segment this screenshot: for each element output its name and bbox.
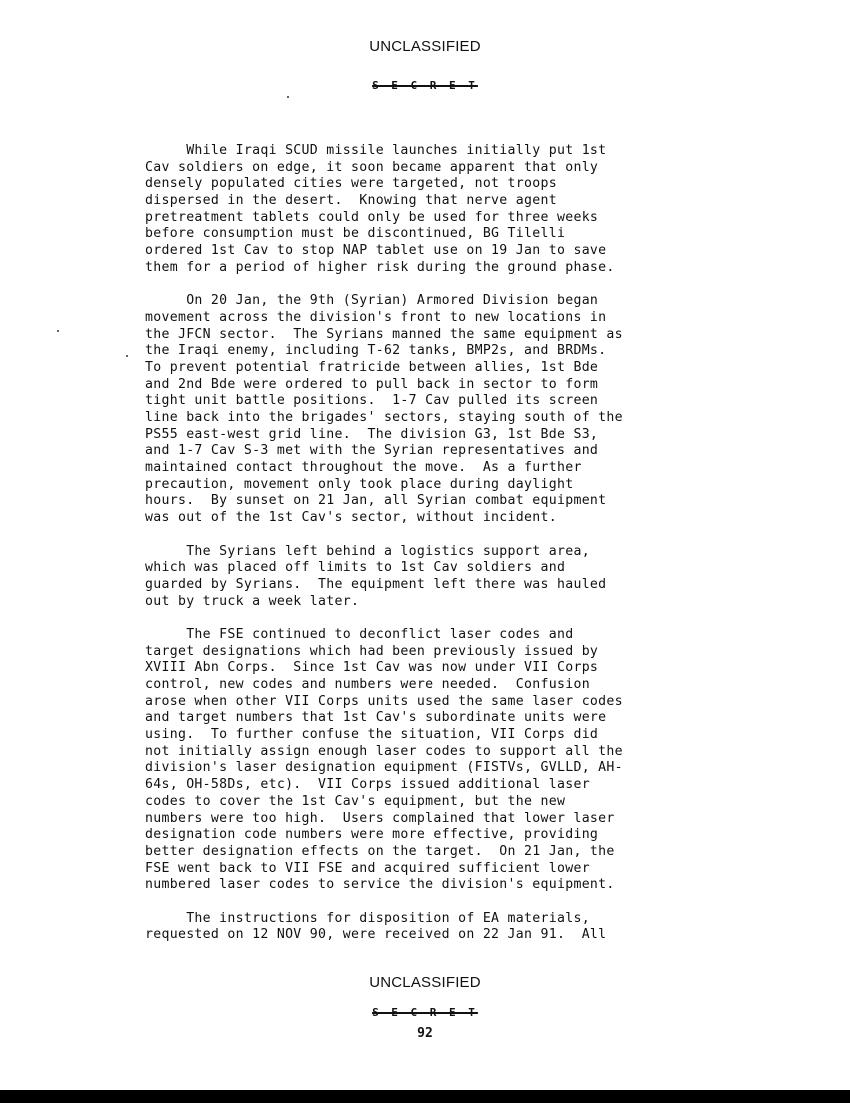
text-line: and 1-7 Cav S-3 met with the Syrian representatives and (145, 443, 599, 459)
body-text (145, 143, 745, 961)
text-line: PS55 east-west grid line. The division G3, 1st Bde S3, (145, 426, 599, 442)
text-line: the JFCN sector. The Syrians manned the same equipment as (145, 326, 623, 342)
text-line: codes to cover the 1st Cav's equipment, but the new (145, 793, 566, 809)
text-line: maintained contact throughout the move. As a further (145, 460, 582, 476)
paragraph (145, 293, 745, 527)
text-line: hours. By sunset on 21 Jan, all Syrian combat equipment (145, 493, 607, 509)
text-line: movement across the division's front to new locations in (145, 309, 607, 325)
bottom-struck-secret-text: S E C R E T (372, 1006, 478, 1019)
page-number: 92 (417, 1026, 433, 1041)
text-line: tight unit battle positions. 1-7 Cav pulled its screen (145, 393, 599, 409)
scan-speck (57, 330, 59, 332)
text-line: dispersed in the desert. Knowing that nerve agent (145, 193, 557, 209)
text-line: before consumption must be discontinued, BG Tilelli (145, 226, 566, 242)
text-line: On 20 Jan, the 9th (Syrian) Armored Division began (145, 293, 599, 309)
text-line: line back into the brigades' sectors, staying south of the (145, 410, 623, 425)
top-struck-secret-text: S E C R E T (372, 79, 478, 92)
text-line: While Iraqi SCUD missile launches initially put 1st (145, 143, 607, 158)
text-line: The FSE continued to deconflict laser codes and (145, 626, 574, 642)
top-classification-marking: UNCLASSIFIED (369, 38, 481, 55)
text-line: control, new codes and numbers were needed. Confusion (145, 677, 590, 692)
text-line: arose when other VII Corps units used the same laser codes (145, 693, 623, 709)
text-line: was out of the 1st Cav's sector, without incident. (145, 510, 557, 526)
text-line: and target numbers that 1st Cav's subordinate units were (145, 710, 607, 726)
text-line: which was placed off limits to 1st Cav soldiers and (145, 560, 566, 576)
text-line: XVIII Abn Corps. Since 1st Cav was now under VII Corps (145, 660, 599, 676)
bottom-struck-secret-marking (0, 1006, 850, 1019)
text-line: and 2nd Bde were ordered to pull back in sector to form (145, 376, 599, 392)
text-line: the Iraqi enemy, including T-62 tanks, BMP2s, and BRDMs. (145, 343, 607, 359)
text-line: To prevent potential fratricide between allies, 1st Bde (145, 359, 599, 375)
text-line: out by truck a week later. (145, 593, 360, 609)
paragraph (145, 544, 745, 611)
text-line: densely populated cities were targeted, not troops (145, 176, 557, 192)
text-line: target designations which had been previously issued by (145, 643, 599, 659)
text-line: The instructions for disposition of EA materials, (145, 910, 590, 926)
text-line: them for a period of higher risk during the ground phase. (145, 259, 615, 275)
text-line: not initially assign enough laser codes to support all the (145, 743, 623, 759)
paragraph (145, 911, 745, 944)
text-line: better designation effects on the target. On 21 Jan, the (145, 843, 615, 859)
scan-speck (287, 96, 289, 98)
text-line: precaution, movement only took place during daylight (145, 476, 574, 492)
text-line: ordered 1st Cav to stop NAP tablet use on 19 Jan to save (145, 243, 607, 259)
text-line: designation code numbers were more effective, providing (145, 827, 599, 843)
paragraph (145, 627, 745, 894)
text-line: FSE went back to VII FSE and acquired sufficient lower (145, 860, 590, 876)
text-line: guarded by Syrians. The equipment left there was hauled (145, 576, 607, 592)
bottom-classification-marking: UNCLASSIFIED (369, 974, 481, 991)
text-line: division's laser designation equipment (FISTVs, GVLLD, AH- (145, 760, 623, 776)
text-line: numbers were too high. Users complained that lower laser (145, 810, 615, 826)
text-line: The Syrians left behind a logistics support area, (145, 543, 590, 559)
text-line: using. To further confuse the situation, VII Corps did (145, 727, 599, 743)
text-line: pretreatment tablets could only be used for three weeks (145, 209, 599, 225)
scan-edge-bar (0, 1090, 850, 1103)
paragraph (145, 143, 745, 277)
top-struck-secret-marking (0, 79, 850, 92)
text-line: 64s, OH-58Ds, etc). VII Corps issued additional laser (145, 777, 590, 793)
text-line: Cav soldiers on edge, it soon became apparent that only (145, 159, 599, 175)
text-line: numbered laser codes to service the division's equipment. (145, 877, 615, 893)
scan-speck (126, 355, 128, 357)
text-line: requested on 12 NOV 90, were received on 22 Jan 91. All (145, 927, 607, 943)
